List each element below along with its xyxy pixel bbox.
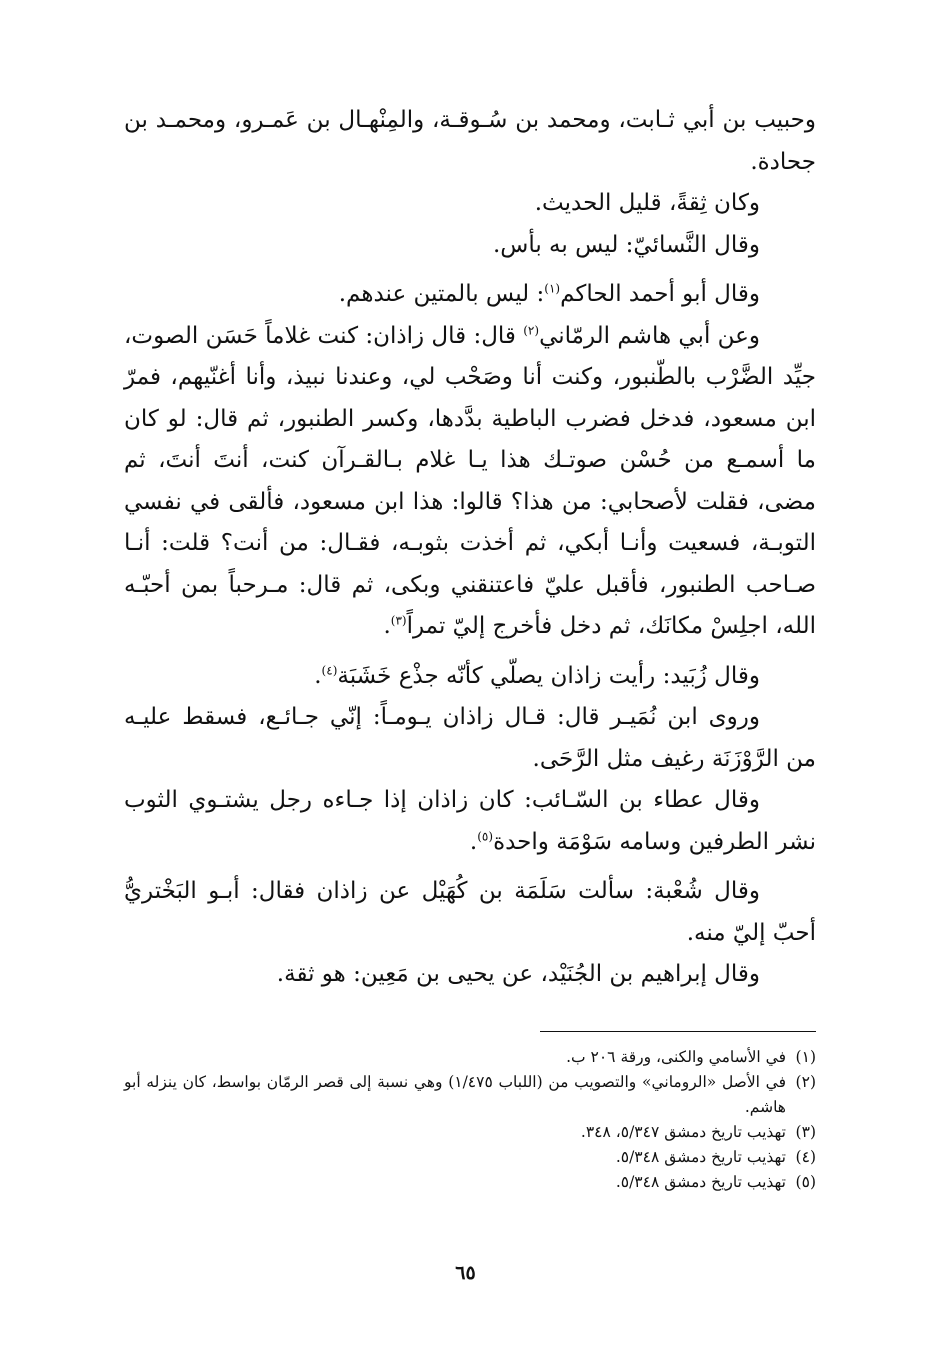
footnote-text: تهذيب تاريخ دمشق ٥/٣٤٨. bbox=[615, 1148, 786, 1166]
paragraph-1: وحبيب بن أبي ثـابت، ومحمد بن سُـوقـة، والمِنْهـال بن عَمـرو، ومحمـد بن جحادة. bbox=[124, 107, 816, 175]
body-text bbox=[124, 100, 816, 996]
footnote-4 bbox=[124, 1145, 816, 1170]
footnote-1 bbox=[124, 1045, 816, 1070]
paragraph-10: وقال إبراهيم بن الجُنَيْد، عن يحيى بن مَعِين: هو ثقة. bbox=[276, 961, 760, 987]
footnote-number: (٥) bbox=[795, 1173, 816, 1191]
footnote-3 bbox=[124, 1120, 816, 1145]
footnote-number: (٤) bbox=[795, 1148, 816, 1166]
paragraph-4 bbox=[124, 274, 816, 316]
paragraph-4-text-b: : ليس بالمتين عندهم. bbox=[338, 281, 545, 307]
paragraph-7: وروى ابن نُمَيـر قال: قـال زاذان يـومـاً: إنّي جـائـع، فسقط عليـه من الرَّوْزَنَة رغيف مثل الرَّحَى. bbox=[124, 704, 816, 772]
paragraph-3: وقال النَّسائيّ: ليس به بأس. bbox=[492, 231, 760, 258]
footnote-text: تهذيب تاريخ دمشق ٥/٣٤٧، ٣٤٨. bbox=[580, 1123, 786, 1141]
footnote-divider bbox=[540, 1031, 816, 1032]
paragraph-5-text-a: وعن أبي هاشم الرمّاني bbox=[539, 322, 760, 349]
paragraph-4-text-a: وقال أبو أحمد الحاكم bbox=[560, 281, 760, 307]
footnote-2 bbox=[124, 1070, 816, 1120]
footnote-number: (١) bbox=[795, 1048, 816, 1066]
paragraph-8 bbox=[124, 780, 816, 863]
footnote-ref-5: (٥) bbox=[477, 828, 494, 843]
footnote-text: تهذيب تاريخ دمشق ٥/٣٤٨. bbox=[615, 1173, 786, 1191]
paragraph-8-text-b: . bbox=[469, 828, 478, 855]
paragraph-5-text-b: قال: قال زاذان: كنت غلاماً حَسَن الصوت، جيِّد الضَّرْب بالطّنبور، وكنت أنا وصَحْب لي، وعندنا نبيذ، وأنا أغنّيهم، فمرّ ابن مسعود، فدخل فضرب الباطية بدَّدها، وكسر الطنبور، ثم قال: لو كان ما أسمـع من حُسْن صوتـك هذا يـا غلام بـالقـرآن كنت، أنتَ أنتَ، ثم مضى، فقلت لأصحابي: من هذا؟ قالوا: هذا ابن مسعود، فألقى في نفسي التوبـة، فسعيت وأنـا أبكي، ثم أخذت بثوبـه، فقـال: من أنت؟ قلت: أنـا صـاحب الطنبور، فأقبل عليّ فاعتنقني وبكى، ثم قال: مـرحباً بمن أحبّـه الله، اجلِسْ مكانَك، ثم دخل فأخرج إليّ تمراً bbox=[124, 322, 816, 639]
footnote-ref-3: (٣) bbox=[390, 613, 407, 628]
paragraph-6-text-a: وقال زُبَيد: رأيت زاذان يصلّي كأنّه جذْع خَشَبَة bbox=[337, 662, 760, 689]
footnote-number: (٣) bbox=[795, 1123, 816, 1141]
paragraph-6 bbox=[124, 656, 816, 698]
footnote-number: (٢) bbox=[795, 1073, 816, 1091]
paragraph-6-text-b: . bbox=[314, 662, 322, 689]
footnote-text: في الأسامي والكنى، ورقة ٢٠٦ ب. bbox=[566, 1048, 786, 1066]
page-number: ٦٥ bbox=[455, 1262, 476, 1284]
footnote-5 bbox=[124, 1170, 816, 1195]
paragraph-9: وقال شُعْبة: سألت سَلَمَة بن كُهَيْل عن زاذان فقال: أبـو البَخْتريُّ أحبّ إليّ منه. bbox=[124, 878, 816, 946]
paragraph-2: وكان ثِقةً، قليل الحديث. bbox=[534, 190, 760, 216]
footnote-ref-2: (٢) bbox=[523, 322, 540, 337]
paragraph-8-text-a: وقال عطاء بن السّـائب: كان زاذان إذا جـاءه رجل يشتـوي الثوب نشر الطرفين وسامه سَوْمَة واحدة bbox=[124, 787, 816, 855]
footnote-text: في الأصل «الروماني» والتصويب من (اللباب ١/٤٧٥) وهي نسبة إلى قصر الرمّان بواسط، كان ينزله أبو هاشم. bbox=[124, 1073, 787, 1116]
footnote-ref-1: (١) bbox=[544, 281, 561, 296]
footnotes bbox=[124, 1045, 816, 1195]
paragraph-5-text-c: . bbox=[383, 613, 391, 639]
paragraph-5 bbox=[124, 316, 816, 648]
footnote-ref-4: (٤) bbox=[321, 662, 338, 677]
